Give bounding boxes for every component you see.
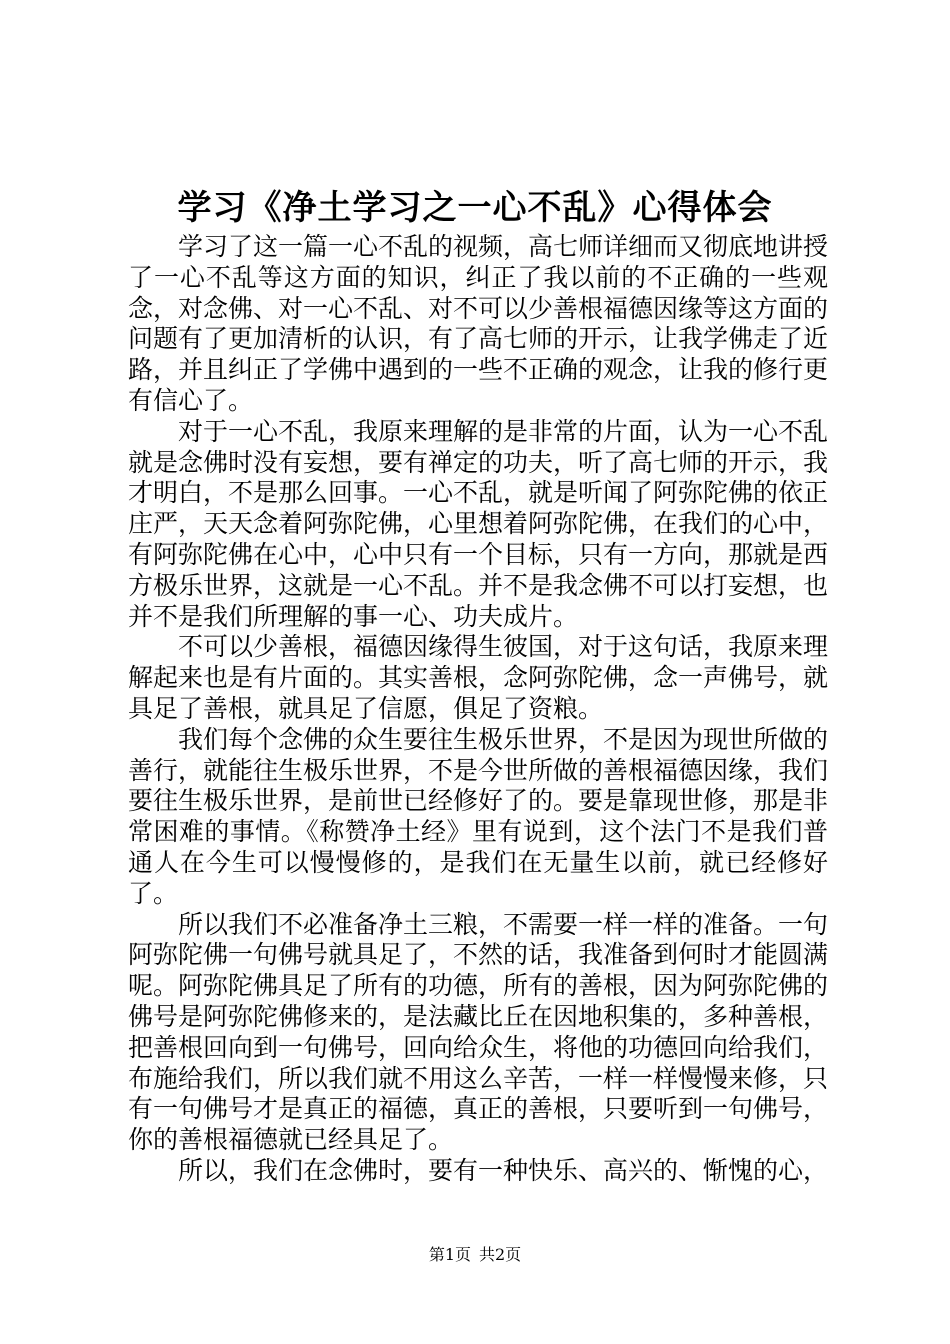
paragraph: 对于一心不乱，我原来理解的是非常的片面，认为一心不乱就是念佛时没有妄想，要有禅定的功夫，听了高七师的开示，我才明白，不是那么回事。一心不乱，就是听闻了阿弥陀佛的依正庄严，天天念着阿弥陀佛，心里想着阿弥陀佛，在我们的心中，有阿弥陀佛在心中，心中只有一个目标，只有一方向，那就是西方极乐世界，这就是一心不乱。并不是我念佛不可以打妄想，也并不是我们所理解的事一心、功夫成片。 [128, 416, 829, 631]
document-title: 学习《净土学习之一心不乱》心得体会 [177, 188, 773, 228]
paragraph: 我们每个念佛的众生要往生极乐世界，不是因为现世所做的善行，就能往生极乐世界，不是今世所做的善根福德因缘，我们要往生极乐世界，是前世已经修好了的。要是靠现世修，那是非常困难的事情。《称赞净土经》里有说到，这个法门不是我们普通人在今生可以慢慢修的，是我们在无量生以前，就已经修好了。 [128, 724, 829, 908]
page-number: 第1页 [428, 1245, 471, 1264]
paragraph: 不可以少善根，福德因缘得生彼国，对于这句话，我原来理解起来也是有片面的。其实善根，念阿弥陀佛，念一声佛号，就具足了善根，就具足了信愿，俱足了资粮。 [128, 632, 829, 723]
paragraph: 所以，我们在念佛时，要有一种快乐、高兴的、惭愧的心， [178, 1155, 829, 1185]
paragraph: 所以我们不必准备净土三粮，不需要一样一样的准备。一句阿弥陀佛一句佛号就具足了，不然的话，我准备到何时才能圆满呢。阿弥陀佛具足了所有的功德，所有的善根，因为阿弥陀佛的佛号是阿弥陀佛修来的，是法藏比丘在因地积集的，多种善根，把善根回向到一句佛号，回向给众生，将他的功德回向给我们，布施给我们，所以我们就不用这么辛苦，一样一样慢慢来修，只有一句佛号才是真正的福德，真正的善根，只要听到一句佛号，你的善根福德就已经具足了。 [128, 909, 829, 1155]
page-total: 共2页 [479, 1245, 522, 1264]
paragraph: 学习了这一篇一心不乱的视频，高七师详细而又彻底地讲授了一心不乱等这方面的知识，纠正了我以前的不正确的一些观念，对念佛、对一心不乱、对不可以少善根福德因缘等这方面的问题有了更加清析的认识，有了高七师的开示，让我学佛走了近路，并且纠正了学佛中遇到的一些不正确的观念，让我的修行更有信心了。 [128, 232, 829, 415]
document-body [128, 232, 828, 1187]
page-footer [0, 1245, 950, 1265]
